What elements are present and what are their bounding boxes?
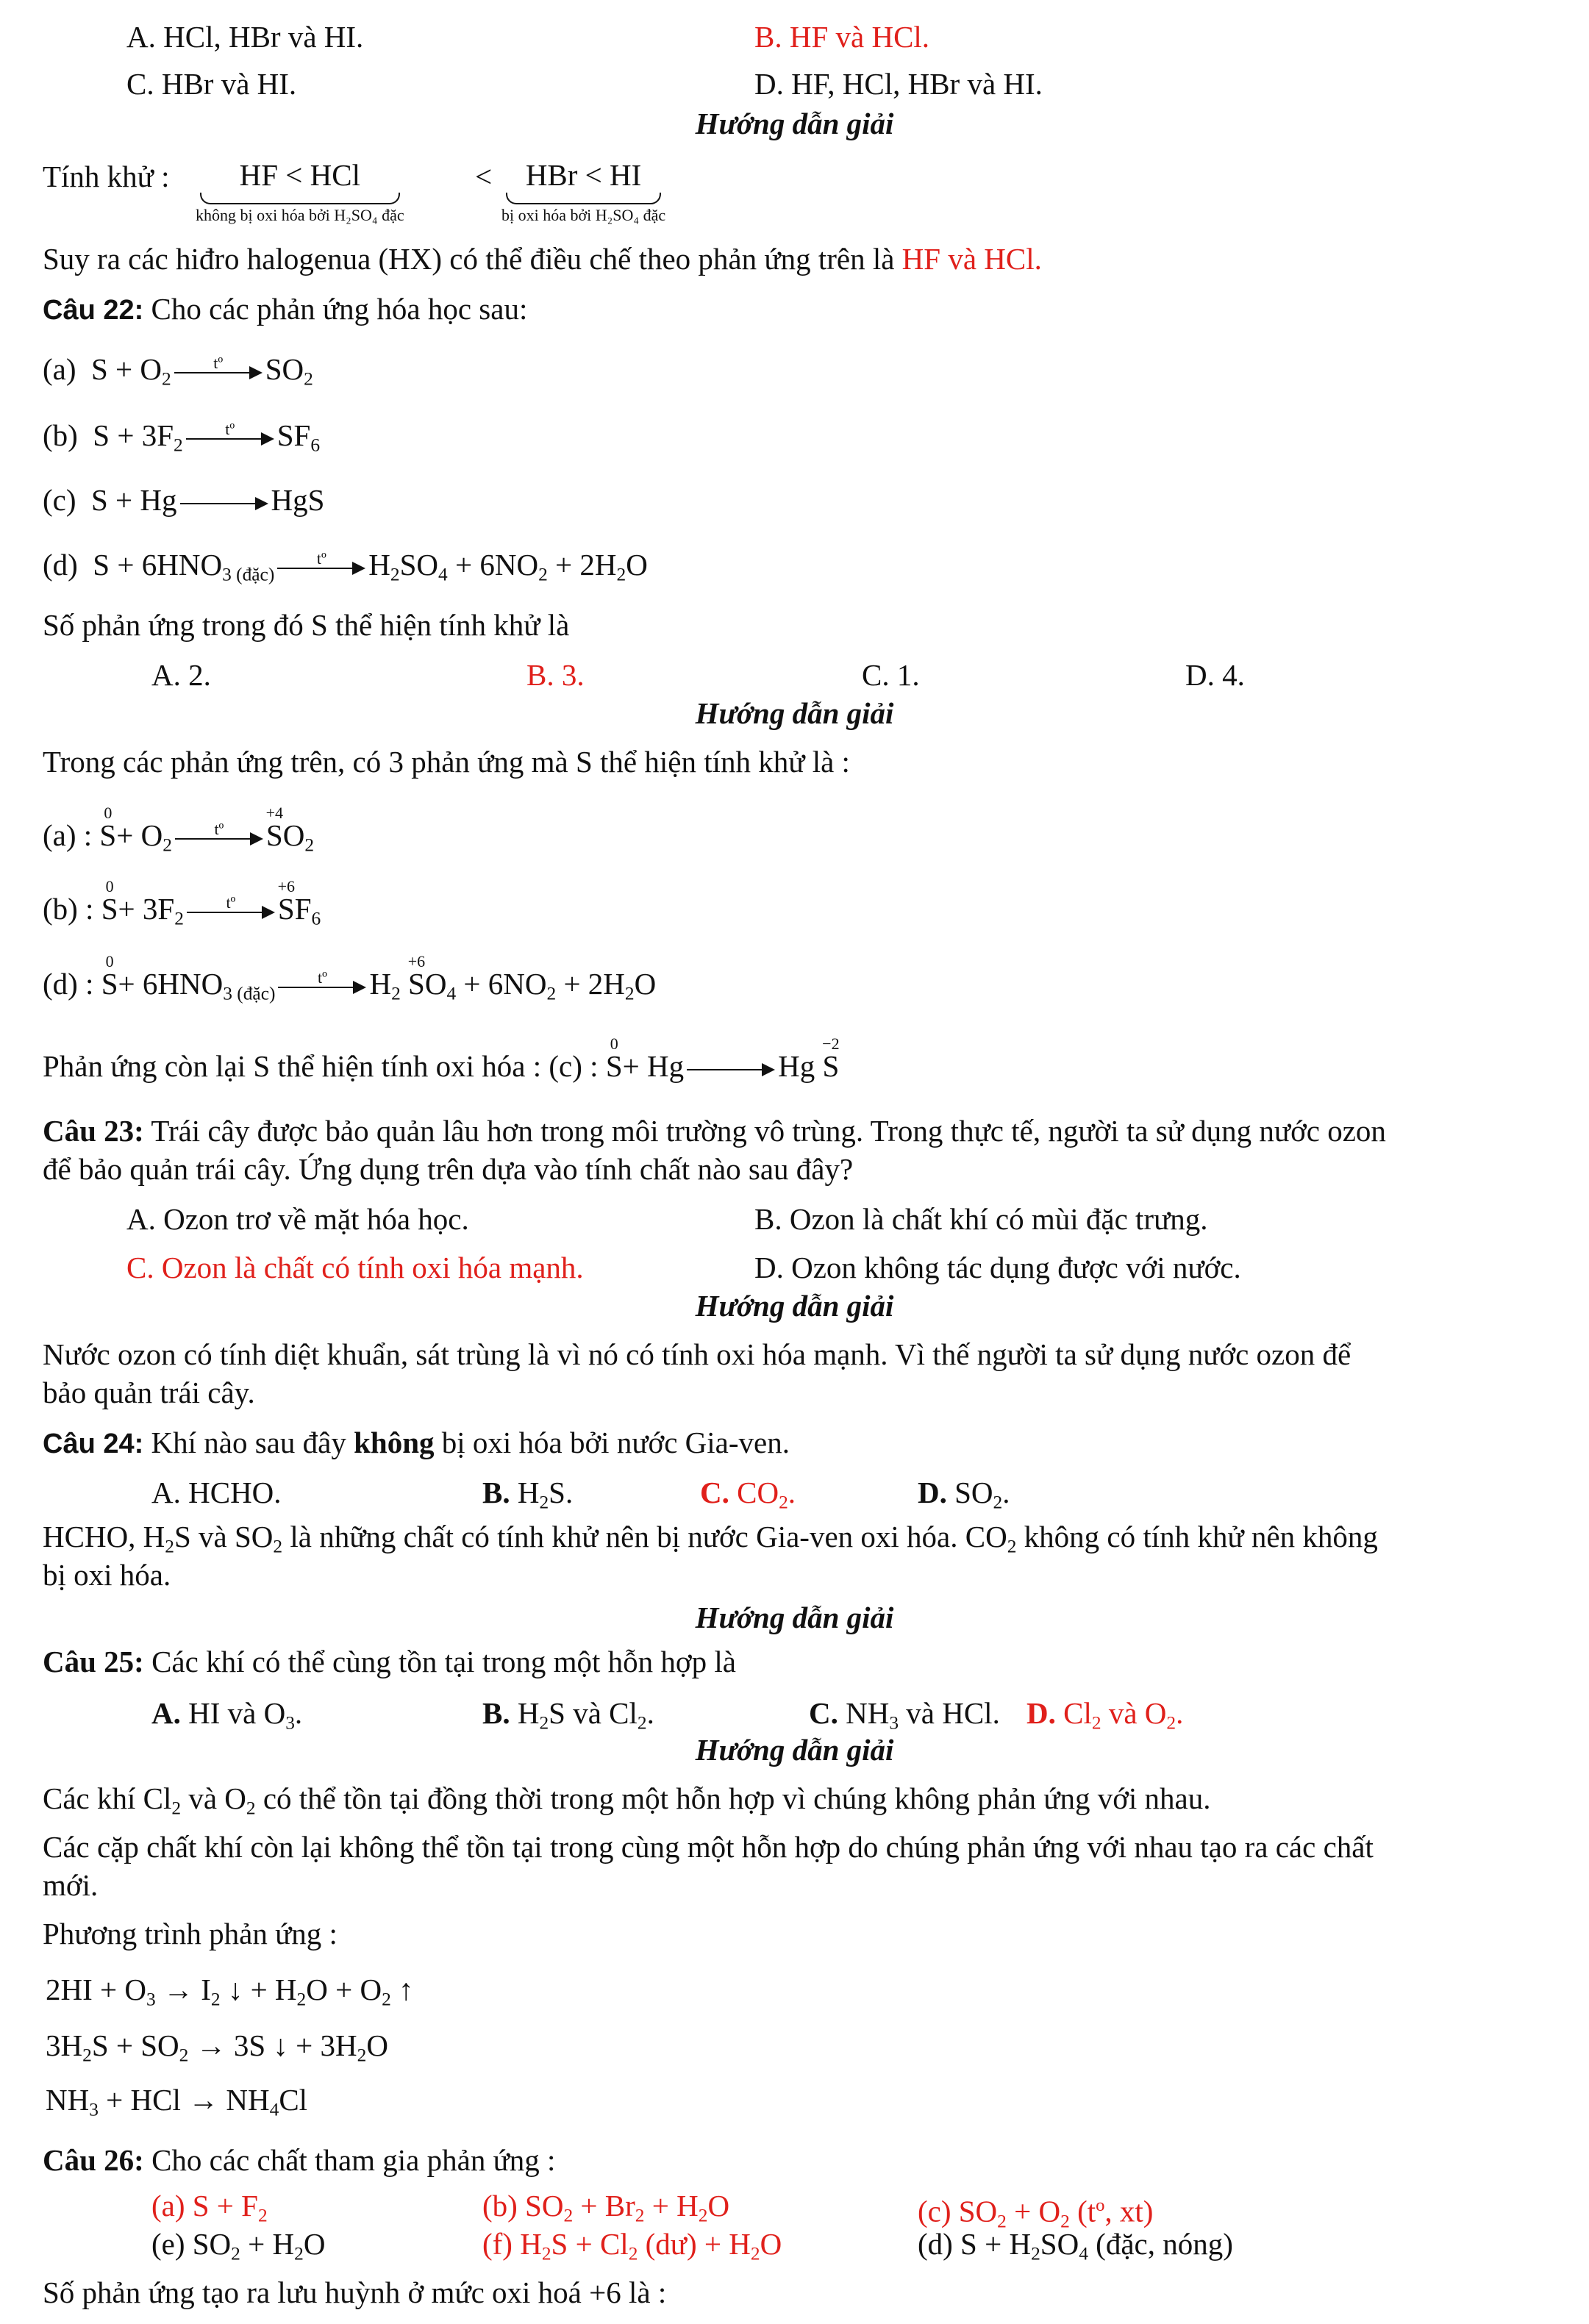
q21-guide-heading: Hướng dẫn giải bbox=[695, 107, 894, 140]
q25-equation-1: $2HI + O_3 \to I_2$ ↓ + $H_2O + O_2$ ↑ bbox=[46, 1973, 414, 2010]
q26-item-e: (e) $SO_2 + H_2O$ bbox=[151, 2227, 326, 2264]
q23-option-d: D. Ozon không tác dụng được với nước. bbox=[754, 1251, 1241, 1284]
q22-reaction-c: (c) S + Hg HgS bbox=[43, 483, 325, 517]
q25-option-d: D. $Cl_2$ và $O_2$. bbox=[1026, 1696, 1184, 1734]
q26-item-c: (c) $SO_2 + O_2$ ($t^o$, xt) bbox=[918, 2194, 1154, 2232]
q24-explain-line2: bị oxi hóa. bbox=[43, 1558, 171, 1592]
q21-group1-caption: không bị oxi hóa bởi H₂SO₄ đặc bbox=[196, 206, 404, 224]
arrow-icon bbox=[687, 1057, 775, 1082]
q22-option-a: A. 2. bbox=[151, 658, 211, 692]
q22-ox-reaction-a: (a) : S 0 + $O_2$ tº S +4 $O_2$ bbox=[43, 804, 315, 856]
q22-reaction-d: (d) $S + 6HNO_{3 (đặc)}$ tº $H_2SO_4 + 6NO_2 + 2H_2O$ bbox=[43, 548, 648, 585]
heat-arrow-icon: tº bbox=[186, 426, 274, 451]
q25-equations-title: Phương trình phản ứng : bbox=[43, 1917, 338, 1951]
q24-option-d: D. $SO_2$. bbox=[918, 1476, 1010, 1513]
q21-less-than: < bbox=[475, 160, 493, 193]
q24-guide-heading: Hướng dẫn giải bbox=[695, 1601, 894, 1634]
q25-explain-line2: Các cặp chất khí còn lại không thể tồn tại trong cùng một hỗn hợp do chúng phản ứng với nhau tạo ra các chất bbox=[43, 1830, 1374, 1864]
q25-question: Câu 25: Các khí có thể cùng tồn tại trong một hỗn hợp là bbox=[43, 1645, 736, 1678]
q23-option-a: A. Ozon trơ về mặt hóa học. bbox=[126, 1202, 469, 1236]
q22-guide-heading: Hướng dẫn giải bbox=[695, 696, 894, 730]
q25-option-b: B. $H_2S$ và $Cl_2$. bbox=[482, 1696, 654, 1734]
arrow-icon bbox=[180, 491, 268, 516]
q22-explain: Trong các phản ứng trên, có 3 phản ứng mà S thể hiện tính khử là : bbox=[43, 745, 850, 779]
q25-option-a: A. HI và $O_3$. bbox=[151, 1696, 303, 1734]
q21-tinh-khu-label: Tính khử : bbox=[43, 160, 170, 193]
q26-ask: Số phản ứng tạo ra lưu huỳnh ở mức oxi hoá +6 là : bbox=[43, 2275, 667, 2309]
q21-group1-text: HF < HCl bbox=[239, 158, 360, 192]
q23-option-c: C. Ozon là chất có tính oxi hóa mạnh. bbox=[126, 1251, 584, 1284]
q21-option-b: B. HF và HCl. bbox=[754, 20, 930, 54]
q21-group2-caption: bị oxi hóa bởi H₂SO₄ đặc bbox=[501, 206, 666, 224]
q21-option-d: D. HF, HCl, HBr và HI. bbox=[754, 67, 1043, 101]
q21-option-a: A. HCl, HBr và HI. bbox=[126, 20, 364, 54]
q25-explain-line1: Các khí $Cl_2$ và $O_2$ có thể tồn tại đồng thời trong một hỗn hợp vì chúng không phản ứng với nhau. bbox=[43, 1781, 1211, 1819]
q25-option-c: C. $NH_3$ và HCl. bbox=[809, 1696, 1000, 1734]
q23-explain-line2: bảo quản trái cây. bbox=[43, 1376, 255, 1409]
q26-item-f: (f) $H_2S + Cl_2$ (dư) + $H_2O$ bbox=[482, 2227, 782, 2264]
q22-rest-reaction: Phản ứng còn lại S thể hiện tính oxi hóa : (c) : S 0 + Hg Hg S −2 bbox=[43, 1034, 840, 1083]
q22-ox-reaction-d: (d) : S 0 + $6HNO_{3 (đặc)}$ tº $H_2$ S +6 $O_4 + 6NO_2 + 2H_2O$ bbox=[43, 952, 657, 1004]
q26-item-b: (b) $SO_2 + Br_2 + H_2O$ bbox=[482, 2189, 730, 2226]
q24-explain-line1: HCHO, $H_2S$ và $SO_2$ là những chất có tính khử nên bị nước Gia-ven oxi hóa. $CO_2$ không có tính khử nên không bbox=[43, 1520, 1378, 1557]
q26-item-a: (a) $S + F_2$ bbox=[151, 2189, 268, 2226]
q22-question: Câu 22: Cho các phản ứng hóa học sau: bbox=[43, 292, 528, 326]
q23-question-line1: Câu 23: Trái cây được bảo quản lâu hơn trong môi trường vô trùng. Trong thực tế, người ta sử dụng nước ozon bbox=[43, 1114, 1386, 1148]
q21-group2-text: HBr < HI bbox=[525, 158, 642, 192]
q25-guide-heading: Hướng dẫn giải bbox=[695, 1733, 894, 1767]
q22-reaction-a: (a) $S + O_2$ tº $SO_2$ bbox=[43, 352, 313, 390]
q25-explain-line3: mới. bbox=[43, 1868, 99, 1902]
heat-arrow-icon: tº bbox=[277, 556, 365, 581]
q22-reaction-b: (b) $S + 3F_2$ tº $SF_6$ bbox=[43, 418, 321, 456]
q24-option-a: A. HCHO. bbox=[151, 1476, 282, 1509]
q24-option-c: C. $CO_2$. bbox=[700, 1476, 796, 1513]
q25-equation-3: $NH_3$ + HCl → $NH_4Cl$ bbox=[46, 2083, 308, 2120]
q23-question-line2: để bảo quản trái cây. Ứng dụng trên dựa vào tính chất nào sau đây? bbox=[43, 1152, 854, 1186]
q22-ox-reaction-b: (b) : S 0 + $3F_2$ tº S +6 $F_6$ bbox=[43, 877, 321, 929]
q21-option-c: C. HBr và HI. bbox=[126, 67, 297, 101]
q25-equation-2: $3H_2S + SO_2 \to 3S$ ↓ + $3H_2O$ bbox=[46, 2028, 388, 2066]
q22-ask: Số phản ứng trong đó S thể hiện tính khử là bbox=[43, 608, 570, 642]
q22-option-b: B. 3. bbox=[526, 658, 585, 692]
q21-brace-group-1 bbox=[196, 157, 404, 225]
heat-arrow-icon: tº bbox=[278, 975, 366, 1000]
q24-option-b: B. $H_2S$. bbox=[482, 1476, 574, 1513]
q23-guide-heading: Hướng dẫn giải bbox=[695, 1289, 894, 1323]
q24-question: Câu 24: Khí nào sau đây không bị oxi hóa bởi nước Gia-ven. bbox=[43, 1426, 790, 1459]
q23-explain-line1: Nước ozon có tính diệt khuẩn, sát trùng là vì nó có tính oxi hóa mạnh. Vì thế người ta sử dụng nước ozon để bbox=[43, 1337, 1351, 1371]
heat-arrow-icon: tº bbox=[175, 826, 263, 851]
q22-option-c: C. 1. bbox=[862, 658, 920, 692]
heat-arrow-icon: tº bbox=[174, 360, 263, 385]
q21-brace-group-2 bbox=[501, 157, 665, 225]
q23-option-b: B. Ozon là chất khí có mùi đặc trưng. bbox=[754, 1202, 1208, 1236]
q26-question: Câu 26: Cho các chất tham gia phản ứng : bbox=[43, 2143, 556, 2177]
q26-item-d: (d) $S + H_2SO_4$ (đặc, nóng) bbox=[918, 2227, 1233, 2264]
heat-arrow-icon: tº bbox=[187, 900, 275, 925]
q22-option-d: D. 4. bbox=[1185, 658, 1245, 692]
q21-conclusion: Suy ra các hiđro halogenua (HX) có thể điều chế theo phản ứng trên là HF và HCl. bbox=[43, 242, 1042, 276]
